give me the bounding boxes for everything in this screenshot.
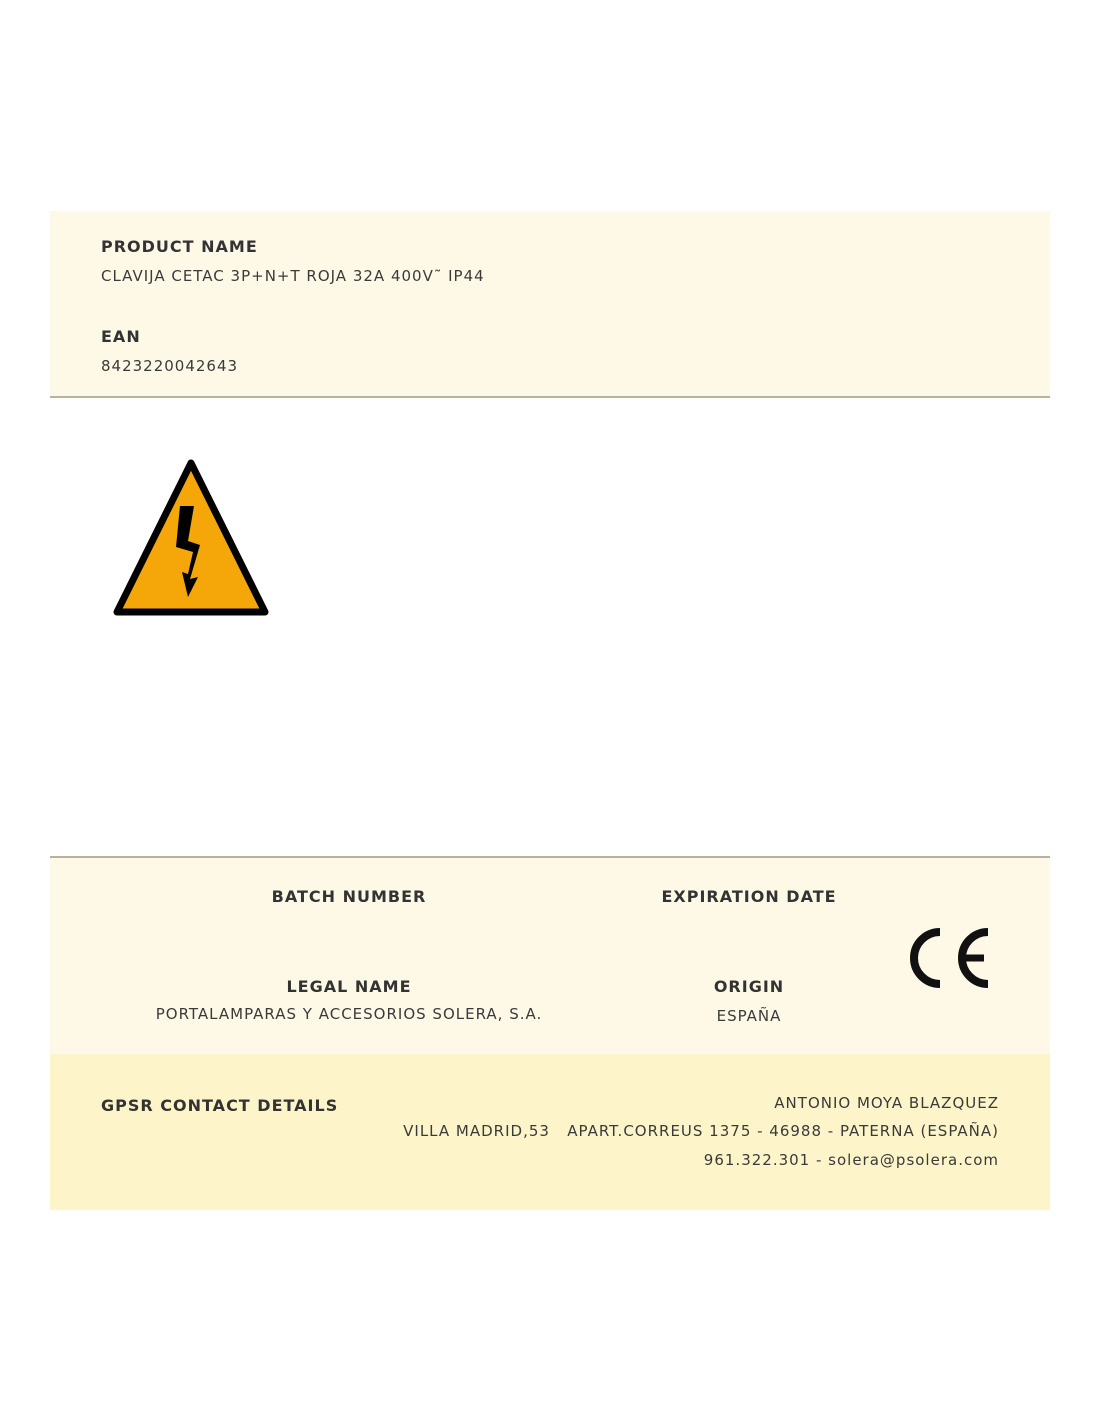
legal-name-label: LEGAL NAME [286,977,412,996]
product-name-label: PRODUCT NAME [101,237,258,256]
gpsr-contact-section [50,1054,1050,1210]
batch-number-label: BATCH NUMBER [271,887,427,906]
origin-label: ORIGIN [713,977,785,996]
product-name-value: CLAVIJA CETAC 3P+N+T ROJA 32A 400V˜ IP44 [101,267,485,285]
expiration-date-label: EXPIRATION DATE [661,887,837,906]
legal-name-value: PORTALAMPARAS Y ACCESORIOS SOLERA, S.A. [155,1005,543,1023]
origin-value: ESPAÑA [716,1007,782,1025]
product-section [50,211,1050,398]
info-section [50,856,1050,1056]
contact-address: VILLA MADRID,53 APART.CORREUS 1375 - 46988 - PATERNA (ESPAÑA) [403,1122,999,1140]
contact-phone-email: 961.322.301 - solera@psolera.com [703,1151,999,1169]
ce-mark-icon [908,928,992,988]
electrical-hazard-warning-icon [110,455,272,619]
gpsr-contact-label: GPSR CONTACT DETAILS [101,1096,339,1115]
ean-value: 8423220042643 [101,357,239,375]
ean-label: EAN [101,327,141,346]
contact-name: ANTONIO MOYA BLAZQUEZ [774,1094,999,1112]
